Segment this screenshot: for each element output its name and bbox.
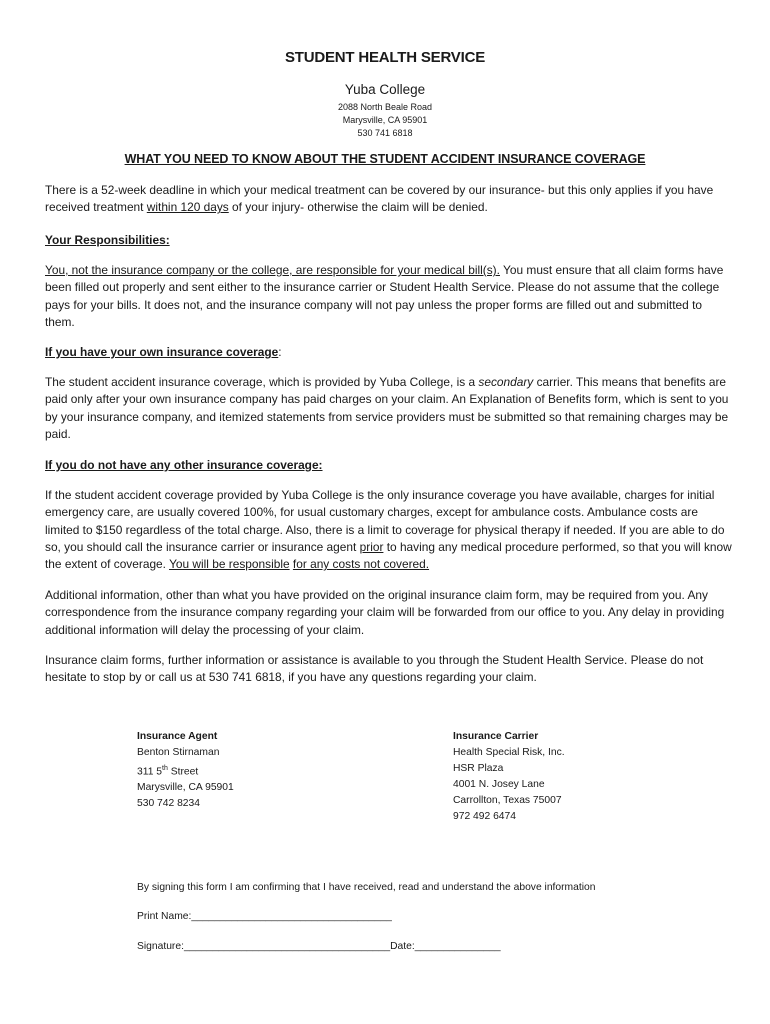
agent-name: Benton Stirnaman — [137, 747, 220, 758]
agent-street — [137, 761, 234, 780]
carrier-line2: HSR Plaza — [453, 763, 504, 774]
no-insurance-text-1: If the student accident coverage provided by Yuba College is the only insurance coverage you have available, charges for initial emergency care, are usually covered 100%, for usual customary charges, except for ambulance costs. Ambulance costs are limited to $150 regardless of the total charge. Also, there is a limit to coverage for physical therapy if needed. If you are able to do so, you should call the insurance carrier or insurance agent — [45, 488, 725, 554]
agent-heading: Insurance Agent — [137, 731, 218, 742]
intro-text-2: of your injury- otherwise the claim will be denied. — [228, 200, 488, 215]
no-insurance-text-2: to having any medical procedure performed, so that you will know the extent of coverage. — [45, 539, 732, 572]
no-insurance-costs: for any costs not covered. — [292, 557, 430, 572]
carrier-name: Health Special Risk, Inc. — [453, 747, 565, 758]
address-line-1: 2088 North Beale Road — [337, 102, 433, 112]
signature-date-field[interactable]: Signature:____________________________________Date:_______________ — [137, 941, 501, 952]
own-insurance-text-1: The student accident insurance coverage, which is provided by Yuba College, is a — [45, 375, 479, 389]
no-insurance-paragraph — [45, 487, 735, 573]
agent-street-name: Street — [167, 766, 199, 778]
no-insurance-responsible: You will be responsible — [169, 557, 290, 572]
address-line-2: Marysville, CA 95901 — [342, 115, 428, 125]
insurance-agent-block — [137, 729, 234, 812]
responsibilities-text: You must ensure that all claim forms have been filled out properly and sent either to the insurance carrier or Student Health Service. Please do not assume that the college pays for your bills. It does not, and the insurance company will not pay unless the proper forms are filled out and submitted to them. — [45, 263, 724, 329]
responsibilities-heading: Your Responsibilities: — [45, 233, 170, 247]
own-insurance-text-2: carrier. This means that benefits are paid only after your own insurance company has paid charges on your claim. An Explanation of Benefits form, which is sent to you by your insurance company, and itemized statements from service providers must be submitted so that remaining charges may be paid. — [45, 375, 729, 441]
office-phone: 530 741 6818 — [357, 128, 413, 138]
additional-info-paragraph: Additional information, other than what you have provided on the original insurance claim form, may be required from you. Any correspondence from the insurance company regarding your claim will be forwarded from our office to you. Any delay in providing additional information will delay the processing of your claim. — [45, 588, 725, 637]
insurance-carrier-block — [453, 729, 565, 825]
carrier-heading: Insurance Carrier — [453, 731, 539, 742]
own-insurance-heading-text: If you have your own insurance coverage — [45, 345, 279, 359]
page-title: STUDENT HEALTH SERVICE — [284, 49, 486, 66]
carrier-phone: 972 492 6474 — [453, 811, 516, 822]
intro-deadline: within 120 days — [146, 200, 229, 215]
agent-phone: 530 742 8234 — [137, 798, 200, 810]
own-insurance-colon: : — [278, 345, 282, 359]
signature-statement: By signing this form I am confirming that I have received, read and understand the above information — [137, 882, 596, 893]
own-insurance-paragraph — [45, 374, 735, 443]
intro-text-1: There is a 52-week deadline in which your medical treatment can be covered by our insurance- but this only applies if you have received treatment — [45, 183, 714, 215]
responsibilities-paragraph — [45, 262, 735, 331]
claim-forms-paragraph: Insurance claim forms, further information or assistance is available to you through the Student Health Service. Please do not hesitate to stop by or call us at 530 741 6818, if you have any questions regarding your claim. — [45, 653, 704, 685]
agent-city: Marysville, CA 95901 — [137, 782, 234, 794]
carrier-street: 4001 N. Josey Lane — [453, 779, 545, 790]
no-insurance-prior: prior — [359, 539, 384, 554]
main-heading: WHAT YOU NEED TO KNOW ABOUT THE STUDENT ACCIDENT INSURANCE COVERAGE — [124, 152, 646, 166]
agent-street-suffix: th — [162, 765, 168, 772]
carrier-city: Carrollton, Texas 75007 — [453, 795, 562, 806]
college-name: Yuba College — [344, 82, 426, 97]
intro-paragraph — [45, 182, 735, 217]
responsibilities-emphasis: You, not the insurance company or the college, are responsible for your medical bill(s). — [45, 263, 500, 277]
own-insurance-secondary: secondary — [478, 375, 534, 389]
agent-street-number: 311 5 — [137, 766, 163, 778]
own-insurance-heading — [45, 345, 282, 359]
print-name-field[interactable]: Print Name:___________________________________ — [137, 911, 392, 922]
no-insurance-heading: If you do not have any other insurance coverage: — [45, 458, 323, 472]
